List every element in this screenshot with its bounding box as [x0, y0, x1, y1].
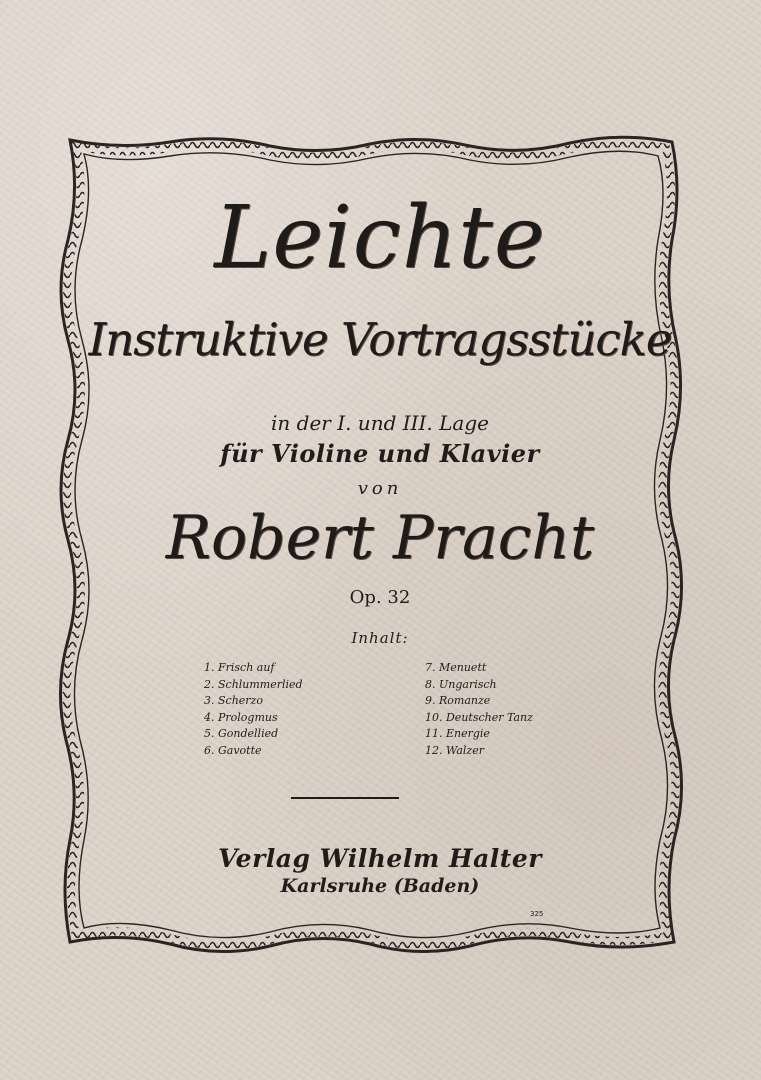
- by-line: von: [357, 478, 403, 499]
- list-item: 8. Ungarisch: [425, 677, 497, 691]
- list-item: 9. Romanze: [425, 694, 491, 707]
- list-item: 4. Prologmus: [204, 710, 278, 724]
- composer-name: Robert Pracht: [165, 503, 595, 573]
- list-item: 7. Menuett: [425, 661, 487, 674]
- list-item: 1. Frisch auf: [204, 661, 275, 674]
- opus-number: Op. 32: [349, 587, 411, 608]
- cover-content: [80, 150, 680, 940]
- instrumentation-line: für Violine und Klavier: [220, 439, 540, 468]
- publisher-name: Verlag Wilhelm Halter: [218, 844, 542, 873]
- list-item: 6. Gavotte: [204, 743, 262, 757]
- list-item: 2. Schlummerlied: [204, 677, 303, 691]
- list-item: 3. Scherzo: [204, 694, 263, 707]
- title-subtitle: Instruktive Vortragsstücke: [88, 313, 672, 366]
- divider-rule: [291, 797, 399, 799]
- list-item: 11. Energie: [425, 727, 490, 740]
- list-item: 12. Walzer: [425, 743, 484, 757]
- contents-list-left: [204, 660, 303, 759]
- contents-heading: Inhalt:: [351, 629, 409, 647]
- position-line: in der I. und III. Lage: [271, 411, 489, 435]
- list-item: 10. Deutscher Tanz: [425, 710, 533, 724]
- contents-list-right: [425, 660, 533, 759]
- list-item: 5. Gondellied: [204, 727, 279, 740]
- publisher-city: Karlsruhe (Baden): [280, 875, 480, 897]
- title-main: Leichte: [214, 188, 546, 288]
- plate-number: 325: [530, 910, 544, 918]
